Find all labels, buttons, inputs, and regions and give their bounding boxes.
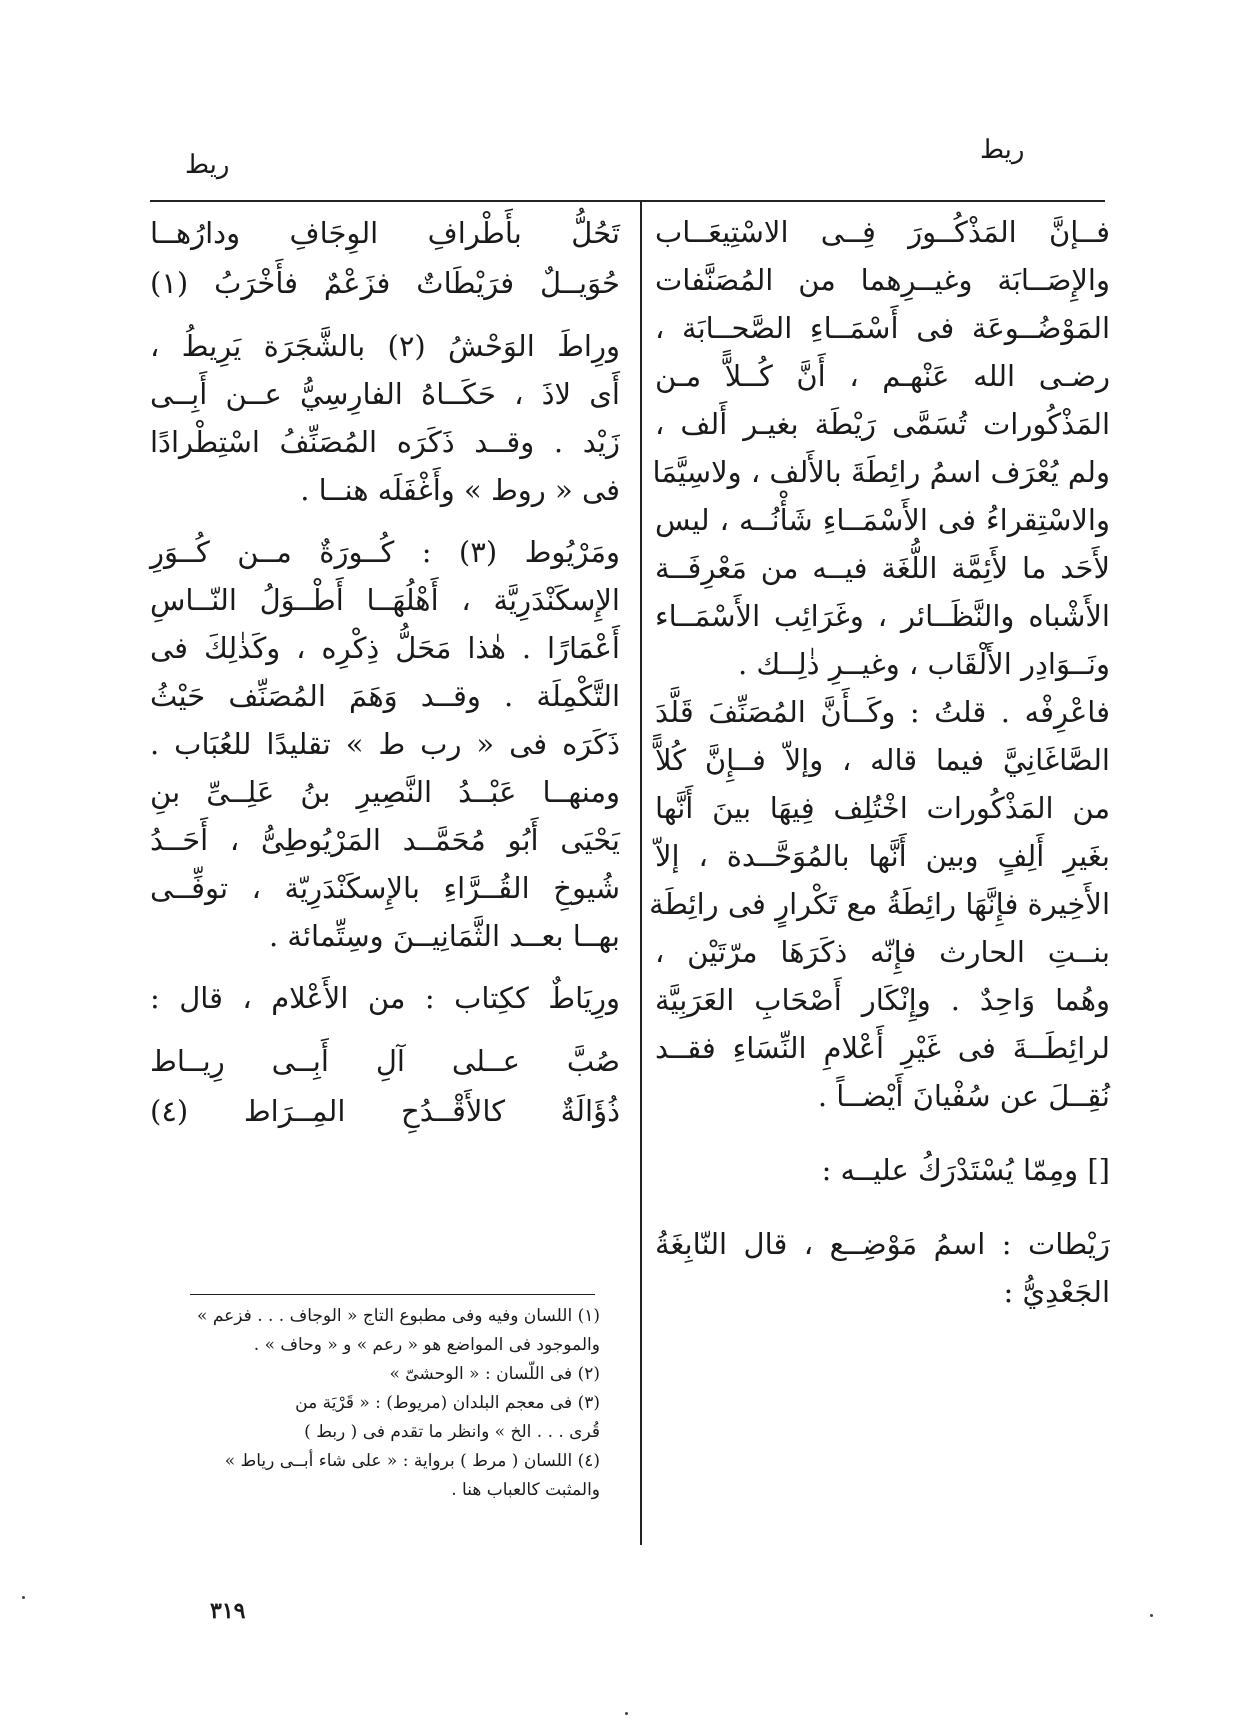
page-number: ٣١٩ <box>210 1598 246 1624</box>
text-line: التَّكْمِلَة . وقــد وَهَمَ المُصَنِّف حَيْثُ <box>150 679 620 713</box>
text-line: الأَخِيرة فإِنَّهَا رائِطَةُ مع تَكْرارٍ فى رائِطَة <box>649 887 1110 921</box>
footnote-line: والمثبت كالعباب هنا . <box>451 1480 600 1500</box>
text-line: نُقِــلَ عن سُفْيانَ أَيْضــاً . <box>817 1079 1110 1113</box>
text-line: بهــا بعــد الثَّمَانِيــنَ وسِتِّمائة . <box>268 919 620 953</box>
text-line: ولم يُعْرَف اسمُ رائِطَةَ بالأَلف ، ولاسِيَّمَا <box>652 455 1110 489</box>
text-line: المَذْكُورات تُسَمَّى رَيْطَة بغيـر أَلف ، <box>655 407 1110 441</box>
poem-line: تَحُلُّ بأَطْرافِ الوِجَافِ ودارُهــا <box>150 216 620 250</box>
poem-line: حُوَيــلٌ فرَيْطَاتٌ فزَعْمٌ فأَخْرَبُ (١) <box>150 266 620 300</box>
poem-line: صُبَّ عــلى آلِ أَبِــى رِيــاط <box>150 1044 620 1078</box>
text-line: زَيْد . وقــد ذَكَرَه المُصَنِّفُ اسْتِطْرادًا <box>150 425 620 459</box>
text-line: الجَعْدِيُّ : <box>1003 1275 1110 1309</box>
text-line: بنــتِ الحارث فإِنّه ذكَرَهَا مرّتَيْن ، <box>655 935 1110 969</box>
text-line: فاعْرِفْه . قلتُ : وكَــأَنَّ المُصَنِّفَ قَلَّدَ <box>655 695 1110 729</box>
text-line: الأَشْباه والنَّظَــائر ، وغَرَائِب الأَسْمَــاء <box>655 599 1110 633</box>
text-line: ومَرْيُوط (٣) : كُــورَةٌ مــن كُــوَرِ <box>150 535 620 569</box>
footnote-line: (١) اللسان وفيه وفى مطبوع التاج « الوجاف . . . فزعم » <box>197 1306 600 1326</box>
mustadrak-heading: [] ومِمّا يُسْتَدْرَكُ عليــه : <box>821 1153 1110 1187</box>
text-line: شُيوخِ القُــرَّاءِ بالإِسكَنْدَرِيّة ، توفِّــى <box>150 871 620 905</box>
right-column <box>649 208 1110 1316</box>
text-line: الصَّاغَانِيَّ فيما قاله ، وإلاّ فــإِنَّ كُلاًّ <box>655 743 1110 777</box>
header-rule <box>150 200 1105 202</box>
text-line: ومنهــا عَبْــدُ النَّصِيرِ بنُ عَلِــىِّ بنِ <box>150 775 620 809</box>
footnote-line: قُرى . . . الخ » وانظر ما تقدم فى ( ربط ) <box>304 1422 600 1442</box>
text-line: من المَذْكُورات اخْتُلِف فِيهَا بينَ أَنَّها <box>655 791 1110 825</box>
text-line: أَعْمَارًا . هٰذا مَحَلُّ ذِكْرِه ، وكَذٰلِكَ فى <box>150 631 620 665</box>
text-line: ذَكَرَه فى « رب ط » تقليدًا للعُبَاب . <box>150 727 620 761</box>
text-line: يَحْيَى أَبُو مُحَمَّــد المَرْيُوطِىُّ ، أَحَــدُ <box>150 823 620 857</box>
text-line: لأَحَد ما لأَئِمَّة اللُّغَة فيــه من مَعْرِفَــة <box>655 551 1110 585</box>
scan-speck <box>625 1712 628 1715</box>
text-line: فــإنَّ المَذْكُــورَ فِــى الاسْتِيعَــاب <box>655 215 1110 249</box>
scan-speck <box>1150 1614 1153 1617</box>
text-line: ورِاطَ الوَحْشُ (٢) بالشَّجَرَة يَرِيطُ ، <box>150 329 620 363</box>
text-line: رَيْطات : اسمُ مَوْضِــع ، قال النّابِغَةُ <box>655 1227 1110 1261</box>
footnote-rule <box>190 1294 595 1295</box>
text-line: لرائِطَــةَ فى غَيْرِ أَعْلامِ النِّسَاءِ فقــد <box>655 1031 1110 1065</box>
text-line: الإِسكَنْدَرِيَّة ، أَهْلُهَــا أَطْــوَلُ النّــاسِ <box>150 583 620 617</box>
text-line: ورِيَاطٌ ككِتاب : من الأَعْلام ، قال : <box>150 981 620 1015</box>
poem-line: ذُؤَالَةٌ كالأَقْــدُحِ المِــرَاط (٤) <box>150 1094 620 1128</box>
text-line: فى « روط » وأَغْفَلَه هنــا . <box>300 473 620 507</box>
text-line: المَوْضُــوعَة فى أَسْمَــاءِ الصَّحــابَة ، <box>655 311 1110 345</box>
column-divider <box>640 200 642 1545</box>
running-header-left: ريط <box>185 150 230 180</box>
footnotes <box>170 1302 600 1505</box>
text-line: ونَــوَادِر الأَلْقَاب ، وغيــرِ ذٰلِــك . <box>737 647 1110 681</box>
text-line: وهُما وَاحِدٌ . وإِنْكَار أَصْحَابِ العَرَبِيَّة <box>655 983 1110 1017</box>
footnote-line: (٤) اللسان ( مرط ) برواية : « على شاء أبــى رياط » <box>224 1451 600 1471</box>
text-line: رضـى الله عَنْهـم ، أَنَّ كُــلاًّ مـن <box>655 359 1110 393</box>
footnote-line: (٣) فى معجم البلدان (مريوط) : « قَرْيَة من <box>295 1393 600 1413</box>
footnote-line: والموجود فى المواضع هو « رعم » و « وحاف » . <box>253 1335 600 1355</box>
text-line: بغَيرِ أَلِفٍ وبين أَنَّها بالمُوَحَّــدة ، إلاّ <box>655 839 1110 873</box>
footnote-line: (٢) فى اللّسان : « الوحشىّ » <box>389 1364 600 1384</box>
running-header-right: ريط <box>980 135 1025 165</box>
text-line: والإِصَــابَة وغيــرِهما من المُصَنَّفات <box>655 263 1110 297</box>
text-line: أَى لاذَ ، حَكَــاهُ الفارِسِيُّ عــن أَبِــى <box>150 377 620 411</box>
scan-speck <box>22 1596 25 1599</box>
left-column <box>150 208 620 1136</box>
text-line: والاسْتِقراءُ فى الأَسْمَــاءِ شَأْنُــه ، ليس <box>655 503 1110 537</box>
